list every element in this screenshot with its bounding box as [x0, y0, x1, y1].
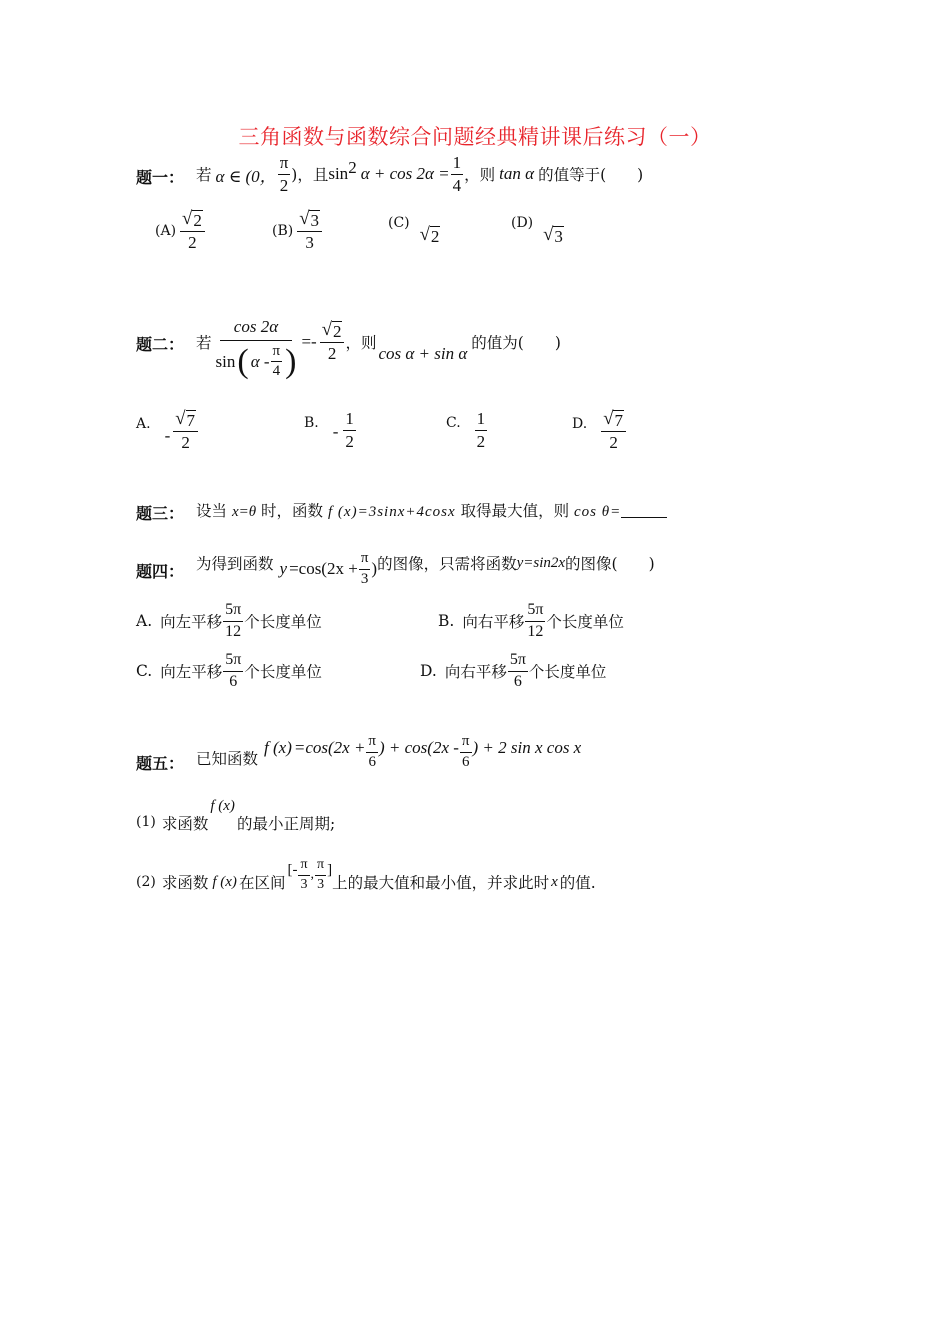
q5-p2-neg-pi-over-3: $\frac{\pi}{3}$	[300, 856, 308, 892]
q5-p2-rb: ]	[327, 861, 333, 878]
q2-main-fraction	[214, 318, 299, 380]
q4-stem	[196, 546, 655, 592]
q5-mid: ) + cos(2x -	[379, 738, 459, 757]
q1-one-quarter	[451, 154, 464, 195]
q4-y: y	[279, 559, 288, 578]
q2-option-a-value: √ 7 2	[173, 410, 198, 452]
q2-numerator: cos 2α	[220, 318, 292, 341]
q4-eq: =cos(2x +	[289, 559, 358, 578]
q1-option-d-label: (D)	[511, 215, 534, 231]
q4-option-a-unit: 个长度单位	[244, 613, 322, 632]
q3-xeq: x=θ	[231, 504, 257, 520]
q1-option-b-value: √ 3 3	[297, 210, 322, 252]
q3-text3: 取得最大值，则	[460, 502, 570, 520]
q1-stem	[196, 150, 643, 198]
q4-option-b[interactable]	[438, 602, 624, 641]
q1-cond: α ∈ (0，	[215, 166, 277, 186]
q1-option-b-den: 3	[305, 233, 314, 252]
q4-option-a-value: $\frac{5\pi}{12}$	[225, 601, 242, 640]
q2-option-d-value: √ 7 2	[601, 410, 626, 452]
q2-option-b[interactable]	[304, 410, 357, 451]
q1-two: 2	[279, 175, 289, 195]
q1-option-a-den: 2	[188, 233, 197, 252]
q2-option-d[interactable]	[572, 410, 627, 452]
q3-text2: 时，函数	[261, 502, 324, 520]
q4-option-b-text: 向右平移	[462, 613, 525, 632]
q2-stem	[196, 312, 561, 386]
q4-option-a[interactable]	[136, 602, 322, 641]
q4-option-c-unit: 个长度单位	[244, 663, 322, 682]
q4-text3: 的图像( )	[565, 555, 655, 573]
q2-option-c-value: $\frac{1}{2}$	[476, 409, 486, 451]
q3-answer-blank[interactable]	[621, 503, 667, 518]
q1-option-b[interactable]	[272, 210, 323, 252]
q5-end: ) + 2 sin x cos x	[472, 738, 582, 757]
q2-denominator: sin ( α - $\frac{\pi}{4}$ )	[215, 342, 297, 380]
q1-prefix: 若	[196, 166, 212, 184]
q1-one: 1	[451, 154, 464, 175]
q2-target: cos α + sin α	[378, 344, 468, 363]
q4-option-c[interactable]	[136, 652, 322, 691]
q5-label: 题五：	[136, 754, 185, 773]
q5-p1-label: (1)	[136, 814, 156, 830]
q4-label: 题四：	[136, 562, 185, 581]
q4-option-b-unit: 个长度单位	[546, 613, 624, 632]
q5-pi-over-6-b: $\frac{\pi}{6}$	[461, 732, 470, 770]
q2-equals: =-	[301, 332, 317, 351]
q1-option-a-label: (A)	[155, 222, 177, 239]
q5-p1-text1: 求函数	[161, 815, 209, 833]
q1-pi: π	[278, 154, 291, 175]
q2-option-b-sign: -	[332, 422, 339, 442]
q1-tan: tan α	[499, 164, 535, 183]
q3-stem	[196, 499, 667, 521]
q2-prefix: 若	[196, 334, 212, 352]
q1-expr: sin	[328, 164, 349, 183]
q1-label: 题一：	[136, 168, 185, 187]
q4-text2: 的图像，只需将函数	[377, 555, 517, 573]
q1-option-d-value: 3	[554, 227, 563, 246]
q3-label: 题三：	[136, 504, 185, 523]
q5-p2-sep: ,	[310, 867, 315, 882]
q1-option-a-value: √ 2 2	[180, 210, 205, 252]
q5-p2-text3: 上的最大值和最小值，并求此时	[332, 874, 550, 892]
q4-option-d-text: 向右平移	[444, 663, 507, 682]
q4-option-c-label: C.	[136, 662, 153, 681]
q2-option-a-label: A.	[136, 415, 151, 432]
q2-option-b-value: $\frac{1}{2}$	[345, 409, 354, 451]
q1-option-b-num: 3	[310, 211, 319, 230]
q4-text1: 为得到函数	[196, 555, 274, 573]
q5-p2-text1: 求函数	[161, 874, 209, 892]
q1-option-d[interactable]: (D) √ 3	[511, 215, 563, 246]
q1-square: 2	[348, 158, 357, 177]
q3-cos: cos θ=	[574, 504, 622, 520]
q5-fx: f (x)	[264, 738, 292, 757]
q4-base: y=sin2x	[516, 554, 566, 571]
q1-option-c-label: (C)	[388, 215, 410, 231]
q1-option-c-value: 2	[430, 227, 440, 246]
page-title: 三角函数与函数综合问题经典精讲课后练习（一）	[238, 125, 712, 149]
q1-option-c[interactable]: (C) √ 2	[388, 215, 440, 246]
q2-comma: ，则	[345, 334, 377, 352]
q4-option-d-unit: 个长度单位	[528, 663, 607, 682]
q5-p2-text4: 的值.	[559, 874, 596, 892]
q1-tail2: 的值等于( )	[538, 166, 644, 184]
q1-four: 4	[452, 175, 462, 195]
q2-option-b-label: B.	[304, 415, 319, 432]
q5-text1: 已知函数	[196, 750, 259, 768]
q4-option-b-label: B.	[438, 612, 455, 631]
q5-p2-fx: f (x)	[212, 873, 237, 890]
q4-option-c-text: 向左平移	[160, 663, 223, 682]
q4-option-a-text: 向左平移	[160, 613, 223, 632]
q1-expr2: α + cos 2α =	[360, 164, 450, 183]
q2-option-c-label: C.	[446, 415, 461, 432]
q3-func: f (x)=3sinx+4cosx	[328, 504, 456, 520]
q5-p2-text2: 在区间	[238, 874, 286, 892]
q4-option-d-label: D.	[420, 662, 437, 681]
q2-option-d-label: D.	[572, 415, 588, 432]
q2-option-a[interactable]	[136, 410, 199, 452]
q3-text1: 设当	[196, 502, 228, 520]
q4-option-d[interactable]	[420, 652, 606, 691]
q2-label: 题二：	[136, 335, 185, 354]
q5-p2-lb: [-	[287, 861, 298, 878]
q4-pi-over-3: $\frac{\pi}{3}$	[360, 549, 369, 587]
q1-option-b-label: (B)	[272, 222, 294, 239]
q5-p1-fx: f (x)	[210, 798, 235, 814]
q5-part1	[136, 798, 335, 838]
q5-stem	[196, 728, 581, 776]
q5-p2-x: x	[551, 873, 558, 890]
q4-option-c-value: $\frac{5\pi}{6}$	[225, 651, 242, 690]
q2-rhs: √ 2 2	[320, 321, 345, 363]
q4-option-a-label: A.	[136, 612, 153, 631]
q4-option-d-value: $\frac{5\pi}{6}$	[509, 651, 526, 690]
q1-pi-over-2	[278, 154, 291, 195]
q2-option-a-sign: -	[164, 425, 171, 445]
q4-close: )	[371, 559, 378, 578]
q2-option-c[interactable]	[446, 410, 488, 451]
q5-p2-pi-over-3: $\frac{\pi}{3}$	[317, 856, 325, 892]
q1-tail1: ，则	[464, 166, 496, 184]
q2-tail: 的值为( )	[471, 334, 561, 352]
q5-p2-label: (2)	[136, 874, 156, 890]
q4-option-b-value: $\frac{5\pi}{12}$	[527, 601, 544, 640]
q1-option-a-num: 2	[193, 211, 202, 230]
q5-p1-text2: 的最小正周期;	[236, 815, 336, 833]
q5-pi-over-6-a: $\frac{\pi}{6}$	[368, 732, 376, 770]
q5-eq1: =cos(2x +	[293, 738, 366, 757]
q1-cond-end: )，且	[291, 166, 329, 184]
q5-part2	[136, 852, 596, 898]
q1-option-a[interactable]	[155, 210, 206, 252]
